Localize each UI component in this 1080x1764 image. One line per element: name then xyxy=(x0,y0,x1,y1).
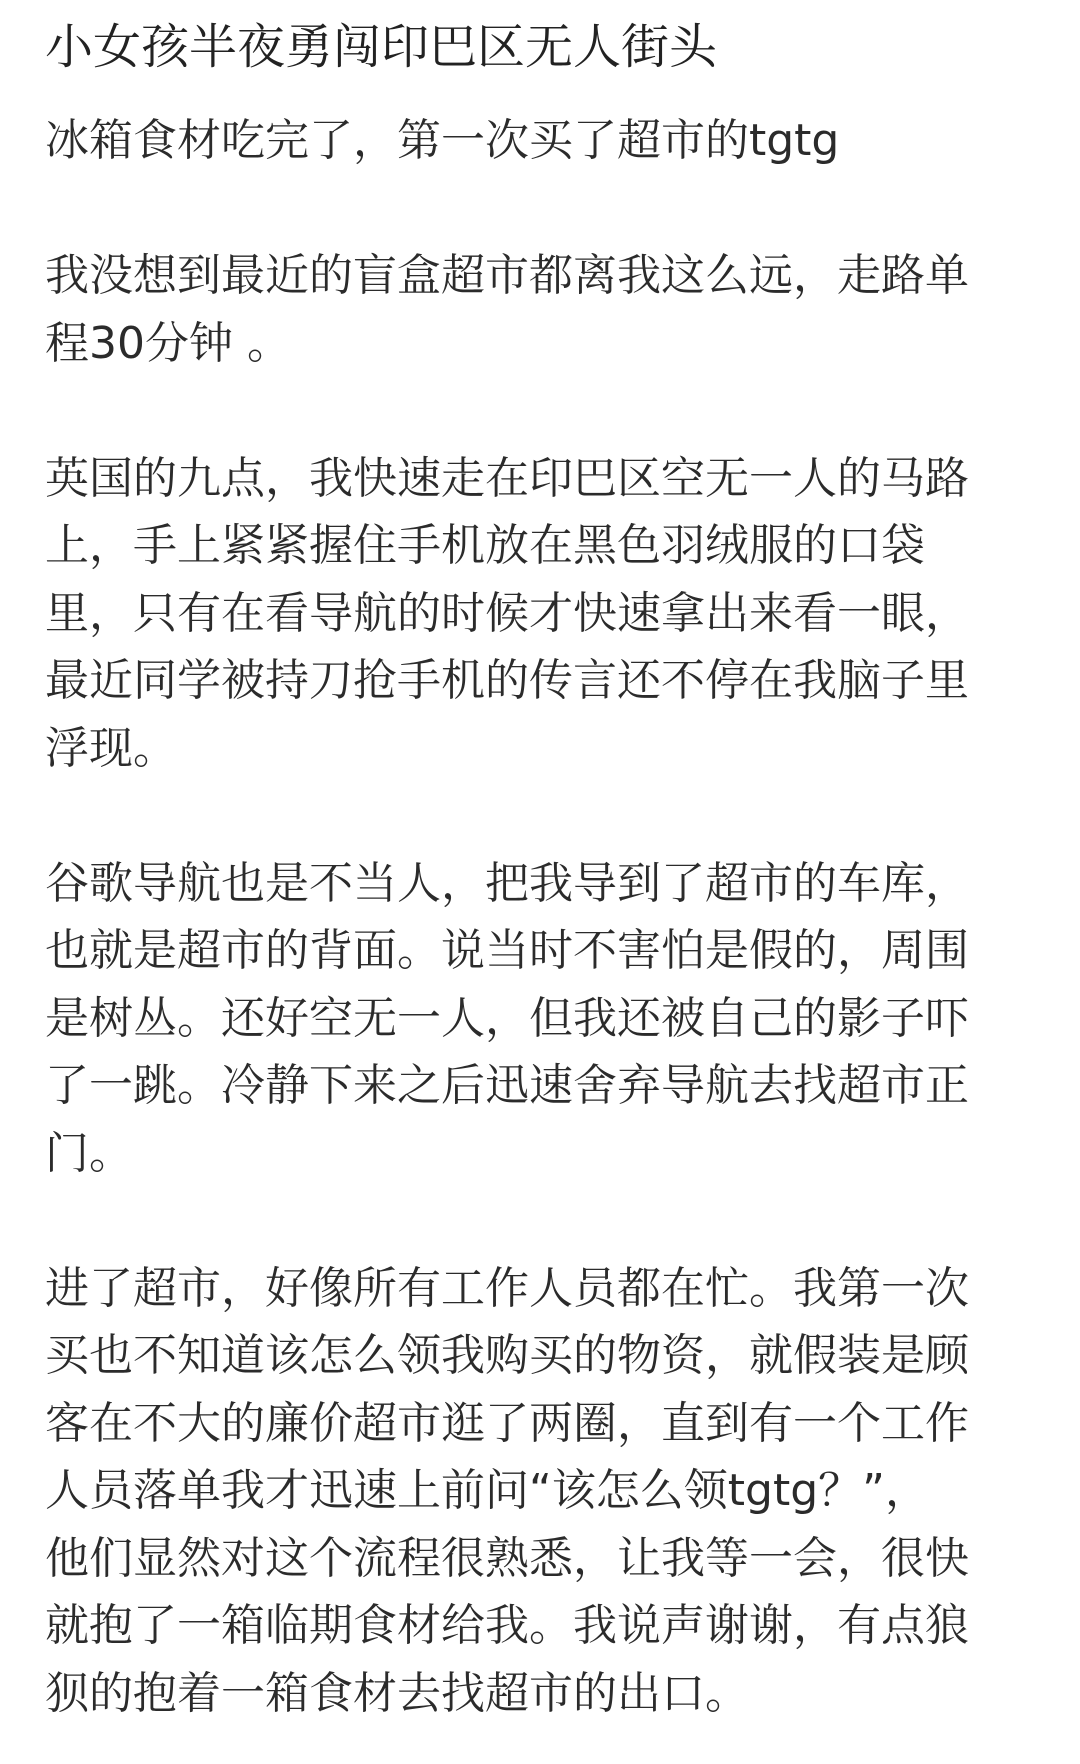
text-line: 他们显然对这个流程很熟悉，让我等一会，很快 xyxy=(45,1532,969,1584)
text-line: 英国的九点，我快速走在印巴区空无一人的马路 xyxy=(45,452,969,504)
text-line: 里，只有在看导航的时候才快速拿出来看一眼， xyxy=(45,587,969,639)
text-line: 冰箱食材吃完了，第一次买了超市的tgtg xyxy=(45,115,840,166)
paragraph xyxy=(45,1255,1045,1728)
text-line: 上，手上紧紧握住手机放在黑色羽绒服的口袋 xyxy=(45,520,925,571)
text-line: 买也不知道该怎么领我购买的物资，就假装是顾 xyxy=(45,1330,969,1381)
text-line: 谷歌导航也是不当人，把我导到了超市的车库， xyxy=(45,857,969,909)
paragraph xyxy=(45,242,1045,377)
post-body xyxy=(45,107,1045,1727)
paragraph xyxy=(45,445,1045,783)
text-line: 就抱了一箱临期食材给我。我说声谢谢，有点狼 xyxy=(45,1600,969,1651)
text-line: 最近同学被持刀抢手机的传言还不停在我脑子里 xyxy=(45,655,969,706)
text-line: 了一跳。冷静下来之后迅速舍弃导航去找超市正 xyxy=(45,1060,969,1111)
text-line: 浮现。 xyxy=(45,722,177,774)
text-line: 狈的抱着一箱食材去找超市的出口。 xyxy=(45,1667,749,1719)
paragraph xyxy=(45,107,1045,175)
text-line: 客在不大的廉价超市逛了两圈，直到有一个工作 xyxy=(45,1397,969,1449)
post-title: 小女孩半夜勇闯印巴区无人街头 xyxy=(45,19,718,75)
text-line: 是树丛。还好空无一人，但我还被自己的影子吓 xyxy=(45,992,969,1044)
text-line: 也就是超市的背面。说当时不害怕是假的，周围 xyxy=(45,925,969,976)
text-line: 进了超市，好像所有工作人员都在忙。我第一次 xyxy=(45,1262,969,1314)
text-line: 门。 xyxy=(45,1127,133,1179)
text-line: 人员落单我才迅速上前问“该怎么领tgtg？”， xyxy=(45,1465,929,1516)
text-line: 程30分钟 。 xyxy=(45,317,291,369)
text-line: 我没想到最近的盲盒超市都离我这么远，走路单 xyxy=(45,250,969,301)
paragraph xyxy=(45,850,1045,1188)
